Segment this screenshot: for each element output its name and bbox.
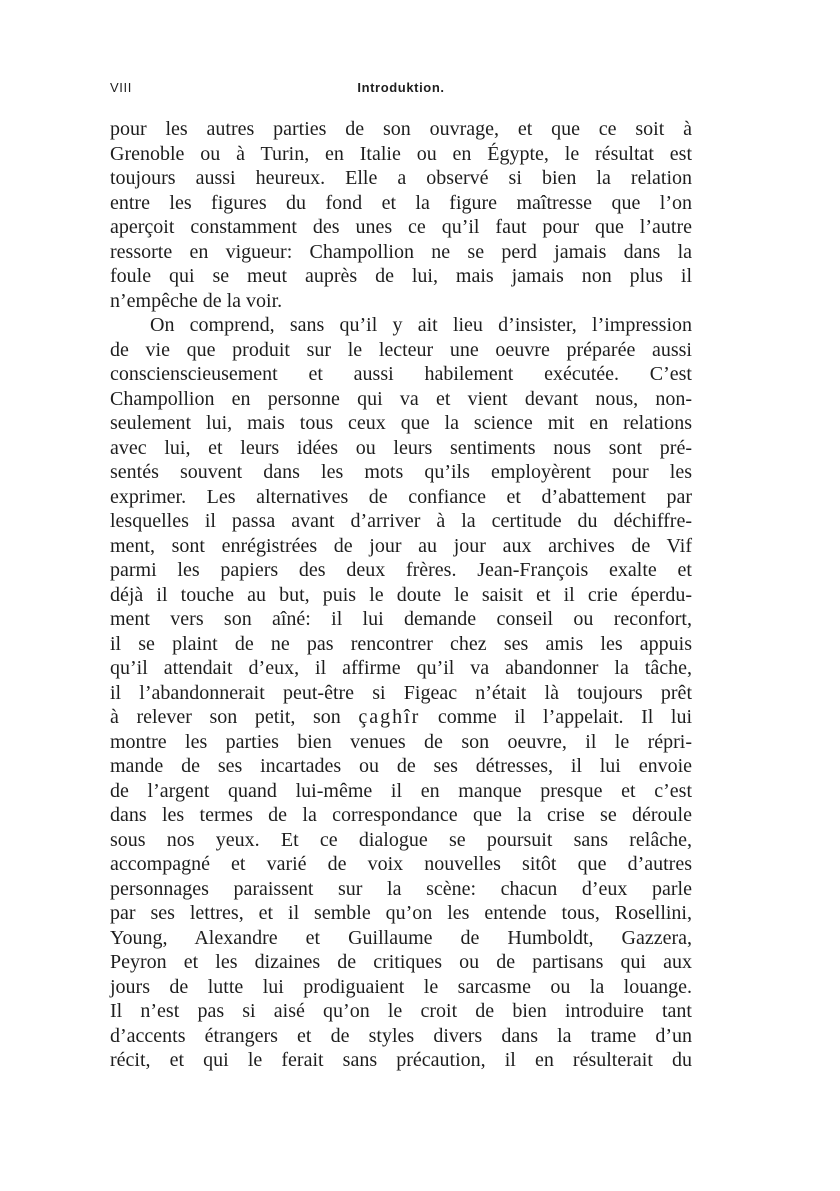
text-line: accompagné et varié de voix nouvelles sitôt que d’autres: [110, 853, 692, 875]
text-line: Il n’est pas si aisé qu’on le croit de bien introduire tant: [110, 1000, 692, 1022]
text-line: Peyron et les dizaines de critiques ou de partisans qui aux: [110, 951, 692, 973]
text-line: pour les autres parties de son ouvrage, et que ce soit à: [110, 118, 692, 140]
text-line: ressorte en vigueur: Champollion ne se perd jamais dans la: [110, 240, 692, 263]
text-line: de l’argent quand lui-même il en manque presque et c’est: [110, 779, 692, 802]
text-line: exprimer. Les alternatives de confiance et d’abattement par: [110, 485, 692, 508]
text-line: foule qui se meut auprès de lui, mais jamais non plus il: [110, 265, 692, 287]
text-line: ment, sont enrégistrées de jour au jour aux archives de Vif: [110, 534, 692, 557]
text-line: Grenoble ou à Turin, en Italie ou en Égypte, le résultat est: [110, 142, 692, 165]
text-line: mande de ses incartades ou de ses détresses, il lui envoie: [110, 755, 692, 777]
text-line: toujours aussi heureux. Elle a observé si bien la relation: [110, 167, 692, 189]
text-line: qu’il attendait d’eux, il affirme qu’il va abandonner la tâche,: [110, 657, 692, 679]
text-line: sentés souvent dans les mots qu’ils employèrent pour les: [110, 461, 692, 483]
text-line: ment vers son aîné: il lui demande conseil ou reconfort,: [110, 608, 692, 630]
spaced-word: çaghîr: [358, 706, 421, 728]
text-line: lesquelles il passa avant d’arriver à la certitude du déchiffre-: [110, 510, 692, 532]
text-line: conscienscieusement et aussi habilement exécutée. C’est: [110, 363, 692, 385]
text-line: sous nos yeux. Et ce dialogue se poursuit sans relâche,: [110, 828, 692, 851]
text-line: déjà il touche au but, puis le doute le saisit et il crie éperdu-: [110, 583, 692, 606]
text-line: montre les parties bien venues de son oeuvre, il le répri-: [110, 730, 692, 753]
text-line: de vie que produit sur le lecteur une oeuvre préparée aussi: [110, 338, 692, 361]
text-line: n’empêche de la voir.: [110, 289, 283, 312]
text-line: avec lui, et leurs idées ou leurs sentiments nous sont pré-: [110, 436, 692, 459]
text-line: Champollion en personne qui va et vient devant nous, non-: [110, 387, 692, 410]
text-line: Young, Alexandre et Guillaume de Humboldt, Gazzera,: [110, 926, 692, 949]
text-line: On comprend, sans qu’il y ait lieu d’insister, l’impression: [150, 314, 692, 336]
page-header: [110, 80, 692, 100]
body-text: [110, 117, 692, 1073]
text-line: par ses lettres, et il semble qu’on les entende tous, Rosellini,: [110, 902, 692, 924]
text-line: [110, 705, 692, 730]
text-segment: à relever son petit, son: [110, 706, 359, 728]
running-head: Introduktion.: [357, 80, 445, 95]
text-line: il l’abandonnerait peut-être si Figeac n’était là toujours prêt: [110, 681, 692, 704]
text-line: entre les figures du fond et la figure maîtresse que l’on: [110, 191, 692, 214]
text-line: récit, et qui le ferait sans précaution, il en résulterait du: [110, 1049, 692, 1071]
text-line: seulement lui, mais tous ceux que la science mit en relations: [110, 412, 692, 434]
text-line: parmi les papiers des deux frères. Jean-François exalte et: [110, 559, 692, 581]
page-number: VIII: [110, 80, 132, 95]
text-line: il se plaint de ne pas rencontrer chez ses amis les appuis: [110, 632, 692, 655]
text-line: personnages paraissent sur la scène: chacun d’eux parle: [110, 877, 692, 900]
text-segment: comme il l’appelait. Il lui: [420, 706, 693, 728]
text-line: jours de lutte lui prodiguaient le sarcasme ou la louange.: [110, 975, 692, 998]
text-line: dans les termes de la correspondance que la crise se déroule: [110, 804, 692, 826]
text-line: aperçoit constamment des unes ce qu’il faut pour que l’autre: [110, 216, 692, 238]
text-line: d’accents étrangers et de styles divers dans la trame d’un: [110, 1024, 692, 1047]
